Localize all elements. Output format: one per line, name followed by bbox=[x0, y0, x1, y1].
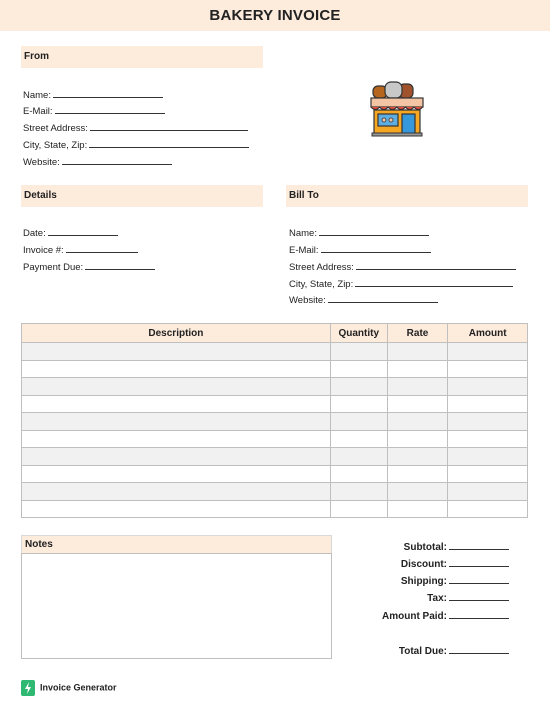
discount-label: Discount: bbox=[400, 559, 447, 570]
total-due-label: Total Due: bbox=[398, 646, 447, 657]
cell-description[interactable] bbox=[22, 430, 331, 448]
items-table bbox=[21, 323, 528, 518]
cell-amount[interactable] bbox=[448, 483, 528, 501]
cell-description[interactable] bbox=[22, 500, 331, 518]
col-rate: Rate bbox=[387, 324, 448, 343]
shipping-row[interactable] bbox=[337, 573, 509, 587]
cell-description[interactable] bbox=[22, 343, 331, 361]
bill-website-field[interactable] bbox=[289, 293, 438, 306]
bill-email-field[interactable] bbox=[289, 243, 431, 256]
from-street-field[interactable] bbox=[23, 121, 248, 134]
table-row bbox=[22, 395, 528, 413]
from-name-label: Name: bbox=[23, 90, 51, 101]
cell-rate[interactable] bbox=[387, 378, 448, 396]
cell-quantity[interactable] bbox=[330, 360, 387, 378]
cell-amount[interactable] bbox=[448, 378, 528, 396]
cell-quantity[interactable] bbox=[330, 378, 387, 396]
subtotal-field[interactable] bbox=[449, 539, 509, 550]
table-row bbox=[22, 360, 528, 378]
amount-paid-field[interactable] bbox=[449, 608, 509, 619]
details-invoice-field[interactable] bbox=[23, 243, 138, 256]
amount-paid-row[interactable] bbox=[337, 608, 509, 622]
cell-rate[interactable] bbox=[387, 413, 448, 431]
cell-quantity[interactable] bbox=[330, 413, 387, 431]
cell-description[interactable] bbox=[22, 465, 331, 483]
subtotal-row[interactable] bbox=[337, 539, 509, 553]
cell-description[interactable] bbox=[22, 483, 331, 501]
total-due-field[interactable] bbox=[449, 643, 509, 654]
invoice-title: BAKERY INVOICE bbox=[209, 7, 341, 24]
footer-brand[interactable] bbox=[21, 680, 117, 696]
table-header-row bbox=[22, 324, 528, 343]
bill-name-field[interactable] bbox=[289, 226, 429, 239]
cell-quantity[interactable] bbox=[330, 343, 387, 361]
col-description: Description bbox=[22, 324, 331, 343]
cell-amount[interactable] bbox=[448, 360, 528, 378]
cell-quantity[interactable] bbox=[330, 395, 387, 413]
table-row bbox=[22, 500, 528, 518]
table-row bbox=[22, 465, 528, 483]
from-email-label: E-Mail: bbox=[23, 106, 53, 117]
tax-row[interactable] bbox=[337, 590, 509, 604]
bill-to-header: Bill To bbox=[286, 185, 528, 207]
details-header: Details bbox=[21, 185, 263, 207]
from-city-field[interactable] bbox=[23, 138, 249, 151]
cell-rate[interactable] bbox=[387, 395, 448, 413]
lightning-bolt-icon bbox=[21, 680, 35, 696]
footer-brand-label: Invoice Generator bbox=[40, 682, 117, 693]
cell-description[interactable] bbox=[22, 378, 331, 396]
cell-quantity[interactable] bbox=[330, 448, 387, 466]
cell-rate[interactable] bbox=[387, 448, 448, 466]
from-name-field[interactable] bbox=[23, 88, 163, 101]
col-amount: Amount bbox=[448, 324, 528, 343]
details-invoice-label: Invoice #: bbox=[23, 245, 64, 256]
shipping-label: Shipping: bbox=[400, 576, 447, 587]
cell-rate[interactable] bbox=[387, 343, 448, 361]
from-header: From bbox=[21, 46, 263, 68]
discount-field[interactable] bbox=[449, 556, 509, 567]
cell-quantity[interactable] bbox=[330, 483, 387, 501]
col-quantity: Quantity bbox=[330, 324, 387, 343]
tax-field[interactable] bbox=[449, 590, 509, 601]
cell-description[interactable] bbox=[22, 360, 331, 378]
subtotal-label: Subtotal: bbox=[403, 542, 447, 553]
bill-website-label: Website: bbox=[289, 295, 326, 306]
cell-rate[interactable] bbox=[387, 465, 448, 483]
bill-name-label: Name: bbox=[289, 228, 317, 239]
bill-email-label: E-Mail: bbox=[289, 245, 319, 256]
bill-city-label: City, State, Zip: bbox=[289, 279, 354, 290]
cell-rate[interactable] bbox=[387, 360, 448, 378]
details-date-label: Date: bbox=[23, 228, 46, 239]
cell-quantity[interactable] bbox=[330, 430, 387, 448]
from-website-label: Website: bbox=[23, 157, 60, 168]
bakery-shop-icon bbox=[369, 80, 425, 138]
table-row bbox=[22, 413, 528, 431]
cell-amount[interactable] bbox=[448, 413, 528, 431]
cell-amount[interactable] bbox=[448, 500, 528, 518]
table-row bbox=[22, 430, 528, 448]
from-email-field[interactable] bbox=[23, 104, 165, 117]
cell-amount[interactable] bbox=[448, 448, 528, 466]
bill-city-field[interactable] bbox=[289, 277, 513, 290]
tax-label: Tax: bbox=[427, 593, 447, 604]
table-body bbox=[22, 343, 528, 518]
cell-amount[interactable] bbox=[448, 430, 528, 448]
table-row bbox=[22, 343, 528, 361]
total-due-row[interactable] bbox=[337, 643, 509, 657]
discount-row[interactable] bbox=[337, 556, 509, 570]
shipping-field[interactable] bbox=[449, 573, 509, 584]
details-date-field[interactable] bbox=[23, 226, 118, 239]
from-city-label: City, State, Zip: bbox=[23, 140, 88, 151]
bill-street-field[interactable] bbox=[289, 260, 516, 273]
cell-amount[interactable] bbox=[448, 343, 528, 361]
bill-street-label: Street Address: bbox=[289, 262, 354, 273]
cell-quantity[interactable] bbox=[330, 465, 387, 483]
cell-quantity[interactable] bbox=[330, 500, 387, 518]
details-payment-due-field[interactable] bbox=[23, 260, 155, 273]
cell-description[interactable] bbox=[22, 413, 331, 431]
cell-amount[interactable] bbox=[448, 465, 528, 483]
table-row bbox=[22, 448, 528, 466]
cell-amount[interactable] bbox=[448, 395, 528, 413]
details-payment-due-label: Payment Due: bbox=[23, 262, 84, 273]
amount-paid-label: Amount Paid: bbox=[382, 611, 447, 622]
cell-rate[interactable] bbox=[387, 483, 448, 501]
notes-header: Notes bbox=[21, 535, 332, 553]
table-row bbox=[22, 483, 528, 501]
from-street-label: Street Address: bbox=[23, 123, 88, 134]
notes-textarea[interactable] bbox=[21, 553, 332, 659]
cell-rate[interactable] bbox=[387, 430, 448, 448]
cell-description[interactable] bbox=[22, 395, 331, 413]
cell-description[interactable] bbox=[22, 448, 331, 466]
from-website-field[interactable] bbox=[23, 155, 172, 168]
table-row bbox=[22, 378, 528, 396]
cell-rate[interactable] bbox=[387, 500, 448, 518]
